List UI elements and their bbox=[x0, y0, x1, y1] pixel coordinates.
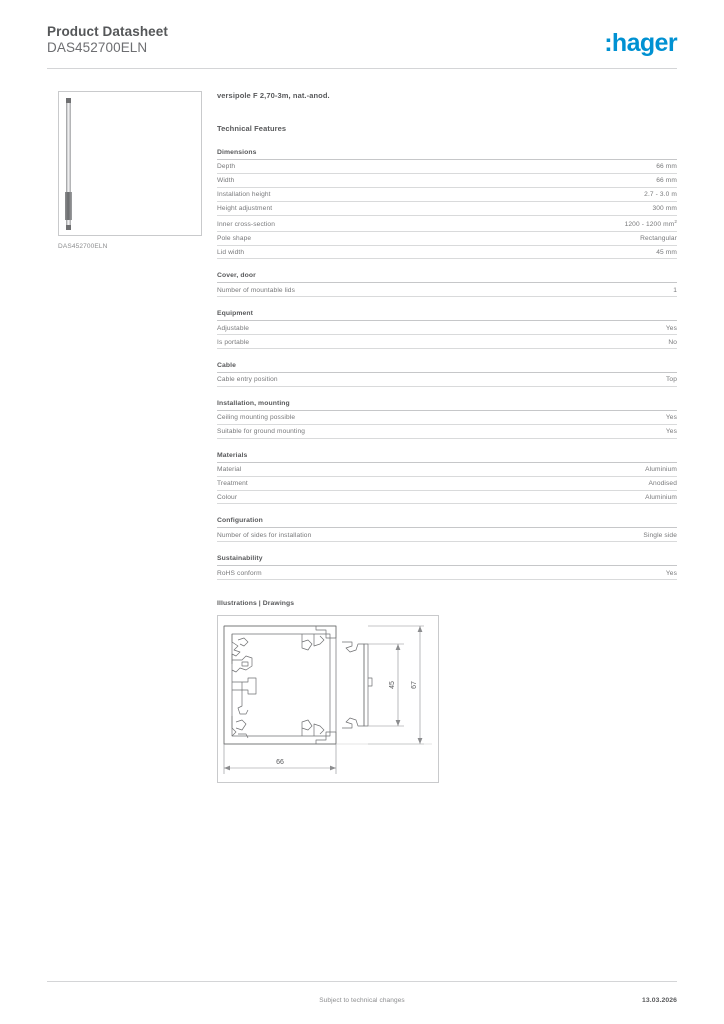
spec-row bbox=[217, 477, 677, 491]
spec-row-value: 66 mm bbox=[656, 163, 677, 171]
pole-outlet-block bbox=[65, 192, 72, 220]
page-footer bbox=[47, 997, 677, 1004]
spec-group-title: Sustainability bbox=[217, 555, 677, 566]
spec-row-value-text: 1200 - 1200 mm bbox=[624, 221, 675, 229]
spec-row bbox=[217, 283, 677, 297]
spec-row bbox=[217, 528, 677, 542]
spec-row-value bbox=[625, 219, 677, 228]
spec-row-value: 2.7 - 3.0 m bbox=[644, 191, 677, 199]
page-header bbox=[47, 24, 677, 56]
spec-row bbox=[217, 566, 677, 580]
spec-row bbox=[217, 202, 677, 216]
spec-group bbox=[217, 362, 677, 387]
spec-row-label: Number of sides for installation bbox=[217, 531, 312, 539]
spec-row-value: Yes bbox=[665, 569, 677, 577]
drawing-dim-lid: 45 bbox=[389, 681, 396, 690]
spec-group-title: Dimensions bbox=[217, 149, 677, 160]
drawing-dim-height: 67 bbox=[411, 681, 418, 690]
spec-row bbox=[217, 216, 677, 232]
spec-row bbox=[217, 321, 677, 335]
pole-bottom-cap bbox=[66, 225, 71, 230]
spec-row-value: Aluminium bbox=[645, 493, 677, 501]
pole-top-cap bbox=[66, 98, 71, 103]
spec-row bbox=[217, 491, 677, 505]
spec-group bbox=[217, 149, 677, 259]
technical-drawing bbox=[217, 615, 439, 783]
spec-row-value: Yes bbox=[665, 324, 677, 332]
spec-row-value: 1 bbox=[673, 286, 677, 294]
spec-group-title: Materials bbox=[217, 452, 677, 463]
spec-row-label: Suitable for ground mounting bbox=[217, 428, 306, 436]
spec-row bbox=[217, 463, 677, 477]
footer-date: 13.03.2026 bbox=[641, 997, 677, 1004]
spec-row-label: Depth bbox=[217, 163, 236, 171]
drawing-dim-width: 66 bbox=[276, 759, 284, 767]
spec-row-label: Lid width bbox=[217, 248, 245, 256]
spec-row-label: RoHS conform bbox=[217, 569, 262, 577]
spec-row bbox=[217, 174, 677, 188]
spec-row-label: Height adjustment bbox=[217, 204, 273, 212]
spec-row-value: 300 mm bbox=[652, 204, 677, 212]
spec-row bbox=[217, 246, 677, 260]
product-reference: DAS452700ELN bbox=[47, 40, 148, 55]
spec-group bbox=[217, 310, 677, 349]
spec-row-value: Single side bbox=[643, 531, 677, 539]
spec-row-label: Treatment bbox=[217, 479, 248, 487]
spec-row-label: Pole shape bbox=[217, 234, 252, 242]
spec-group bbox=[217, 517, 677, 542]
spec-row bbox=[217, 232, 677, 246]
spec-row bbox=[217, 188, 677, 202]
spec-row-value: 66 mm bbox=[656, 177, 677, 185]
spec-row-label: Installation height bbox=[217, 191, 271, 199]
footer-divider bbox=[47, 981, 677, 982]
page-title: Product Datasheet bbox=[47, 24, 168, 39]
spec-row-value: Top bbox=[666, 376, 677, 384]
header-divider bbox=[47, 68, 677, 69]
spec-row bbox=[217, 160, 677, 174]
product-name: versipole F 2,70-3m, nat.-anod. bbox=[217, 91, 330, 100]
datasheet-content bbox=[217, 91, 677, 783]
technical-features-heading: Technical Features bbox=[217, 124, 287, 133]
spec-group-title: Installation, mounting bbox=[217, 400, 677, 411]
spec-group-title: Cover, door bbox=[217, 272, 677, 283]
spec-group bbox=[217, 272, 677, 297]
spec-row-value: No bbox=[668, 338, 677, 346]
spec-row-label: Ceiling mounting possible bbox=[217, 414, 296, 422]
spec-row bbox=[217, 335, 677, 349]
spec-group-title: Equipment bbox=[217, 310, 677, 321]
spec-row-label: Is portable bbox=[217, 338, 250, 346]
hager-logo: :hager bbox=[604, 29, 677, 57]
spec-row-value: Anodised bbox=[648, 479, 677, 487]
spec-row bbox=[217, 373, 677, 387]
spec-group bbox=[217, 400, 677, 439]
spec-row-value: Aluminium bbox=[645, 466, 677, 474]
spec-row bbox=[217, 411, 677, 425]
spec-group bbox=[217, 452, 677, 505]
spec-row-label: Inner cross-section bbox=[217, 221, 275, 229]
spec-row-label: Material bbox=[217, 466, 242, 474]
spec-row-value-superscript: 2 bbox=[674, 218, 677, 224]
product-image bbox=[58, 91, 202, 236]
spec-row-label: Width bbox=[217, 177, 235, 185]
spec-group-title: Configuration bbox=[217, 517, 677, 528]
spec-row-label: Adjustable bbox=[217, 324, 249, 332]
spec-row-value: 45 mm bbox=[656, 248, 677, 256]
illustrations-heading: Illustrations | Drawings bbox=[217, 600, 295, 608]
spec-row-label: Number of mountable lids bbox=[217, 286, 296, 294]
footer-note: Subject to technical changes bbox=[319, 997, 405, 1004]
spec-group bbox=[217, 555, 677, 580]
spec-row-value: Yes bbox=[665, 414, 677, 422]
product-image-caption: DAS452700ELN bbox=[58, 243, 108, 250]
spec-group-title: Cable bbox=[217, 362, 677, 373]
spec-row-label: Cable entry position bbox=[217, 376, 278, 384]
spec-row-value: Rectangular bbox=[640, 234, 677, 242]
spec-groups bbox=[217, 149, 677, 580]
spec-row-label: Colour bbox=[217, 493, 238, 501]
spec-row-value: Yes bbox=[665, 428, 677, 436]
spec-row bbox=[217, 425, 677, 439]
